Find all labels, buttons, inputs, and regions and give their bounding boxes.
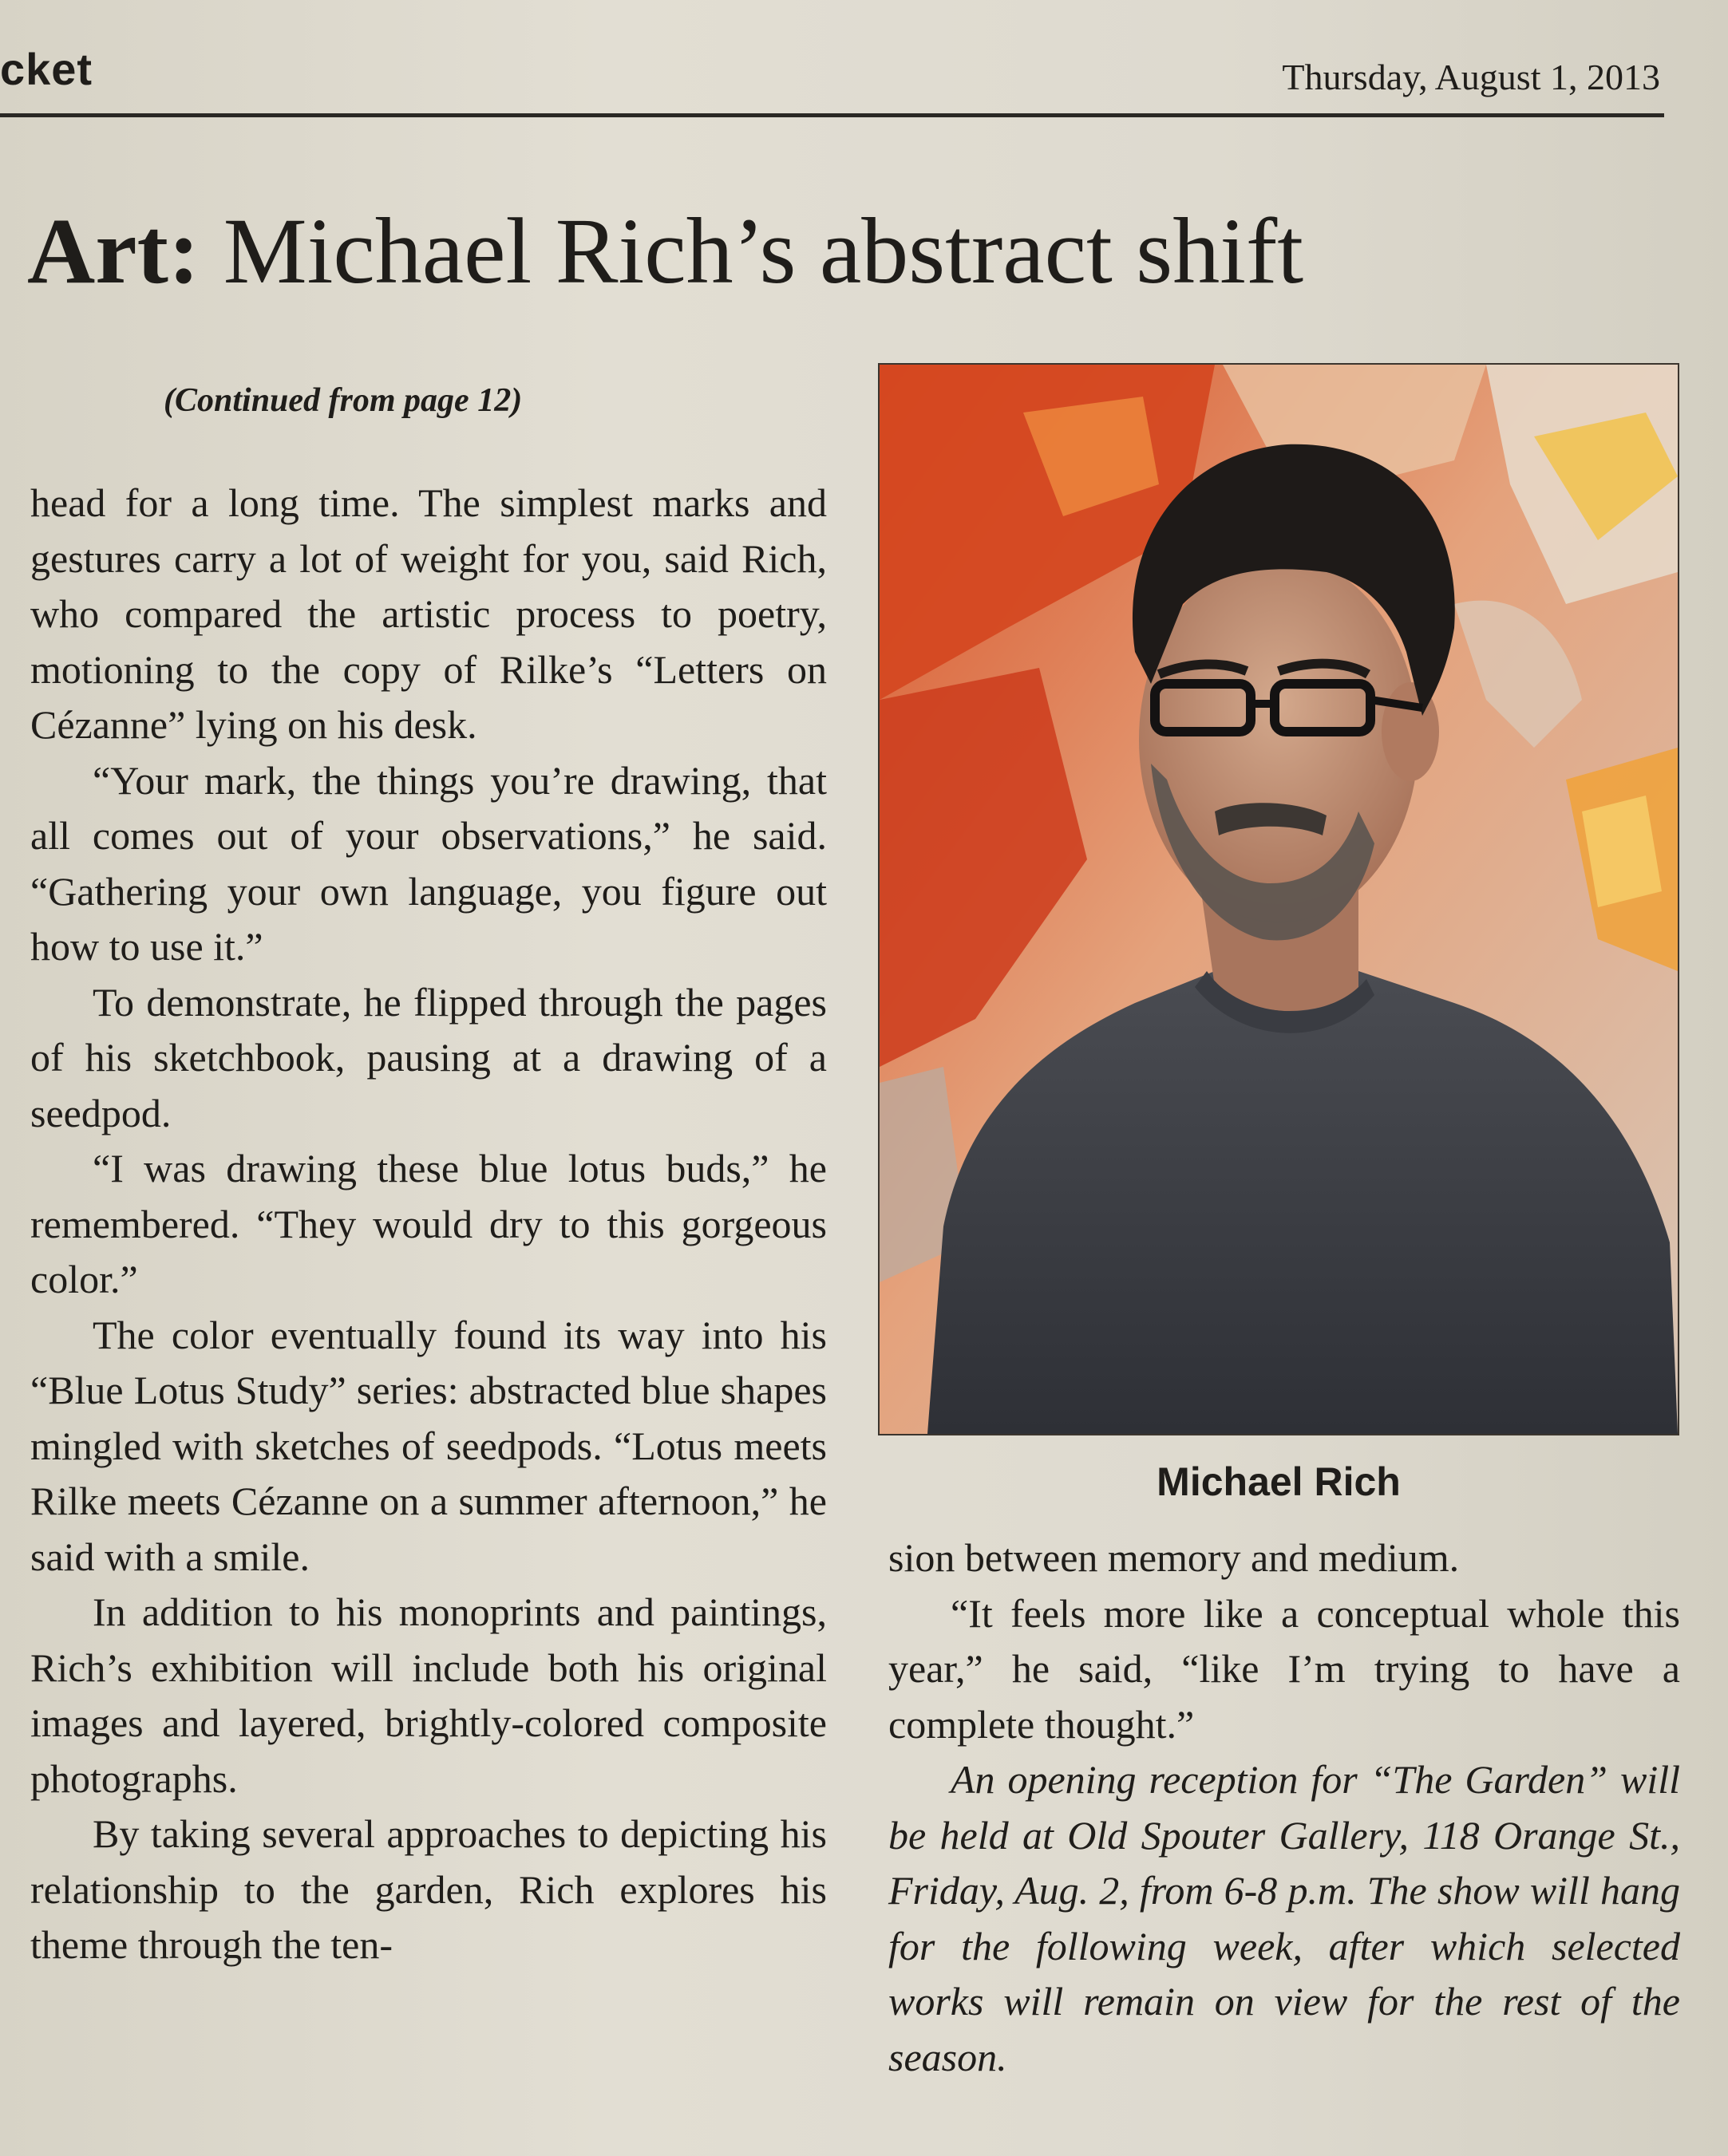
continued-from-note: (Continued from page 12) — [164, 382, 523, 419]
masthead-rule — [0, 113, 1664, 117]
paragraph: To demonstrate, he flipped through the pages of his sketchbook, pausing at a drawing of a seedpod. — [30, 979, 827, 1135]
photo-caption: Michael Rich — [1157, 1459, 1401, 1504]
paragraph: “Your mark, the things you’re drawing, that all comes out of your observations,” he said. “Gathering your own language, you figure out how to use it.” — [30, 757, 827, 969]
paragraph: head for a long time. The simplest marks and gestures carry a lot of weight for you, said Rich, who compared the artistic process to poetry, motioning to the copy of Rilke’s “Letters on Cézanne” lying on his desk. — [30, 480, 827, 747]
event-details-paragraph: An opening reception for “The Garden” will be held at Old Spouter Gallery, 118 Orange St., Friday, Aug. 2, from 6-8 p.m. The show will hang for the following week, after which selected works will remain on view for the rest of the season. — [888, 1757, 1680, 2079]
masthead-section-name: cket — [0, 44, 93, 94]
headline — [27, 199, 1303, 303]
portrait-illustration — [880, 365, 1678, 1434]
masthead-date: Thursday, August 1, 2013 — [1282, 57, 1660, 97]
article-column-right — [888, 1530, 1680, 2085]
paragraph: By taking several approaches to depicting his relationship to the garden, Rich explores his theme through the ten- — [30, 1811, 827, 1967]
paragraph: sion between memory and medium. — [888, 1535, 1460, 1580]
portrait-photo — [878, 363, 1679, 1435]
paragraph: “It feels more like a conceptual whole this year,” he said, “like I’m trying to have a complete thought.” — [888, 1590, 1680, 1747]
headline-title: Michael Rich’s abstract shift — [223, 199, 1304, 303]
headline-kicker: Art: — [27, 199, 200, 303]
paragraph: In addition to his monoprints and paintings, Rich’s exhibition will include both his original images and layered, brightly-colored composite photographs. — [30, 1589, 827, 1801]
article-column-left — [30, 476, 827, 1973]
paragraph: “I was drawing these blue lotus buds,” he remembered. “They would dry to this gorgeous color.” — [30, 1146, 827, 1301]
paragraph: The color eventually found its way into his “Blue Lotus Study” series: abstracted blue shapes mingled with sketches of seedpods. “Lotus meets Rilke meets Cézanne on a summer afternoon,” he said with a smile. — [30, 1312, 827, 1579]
